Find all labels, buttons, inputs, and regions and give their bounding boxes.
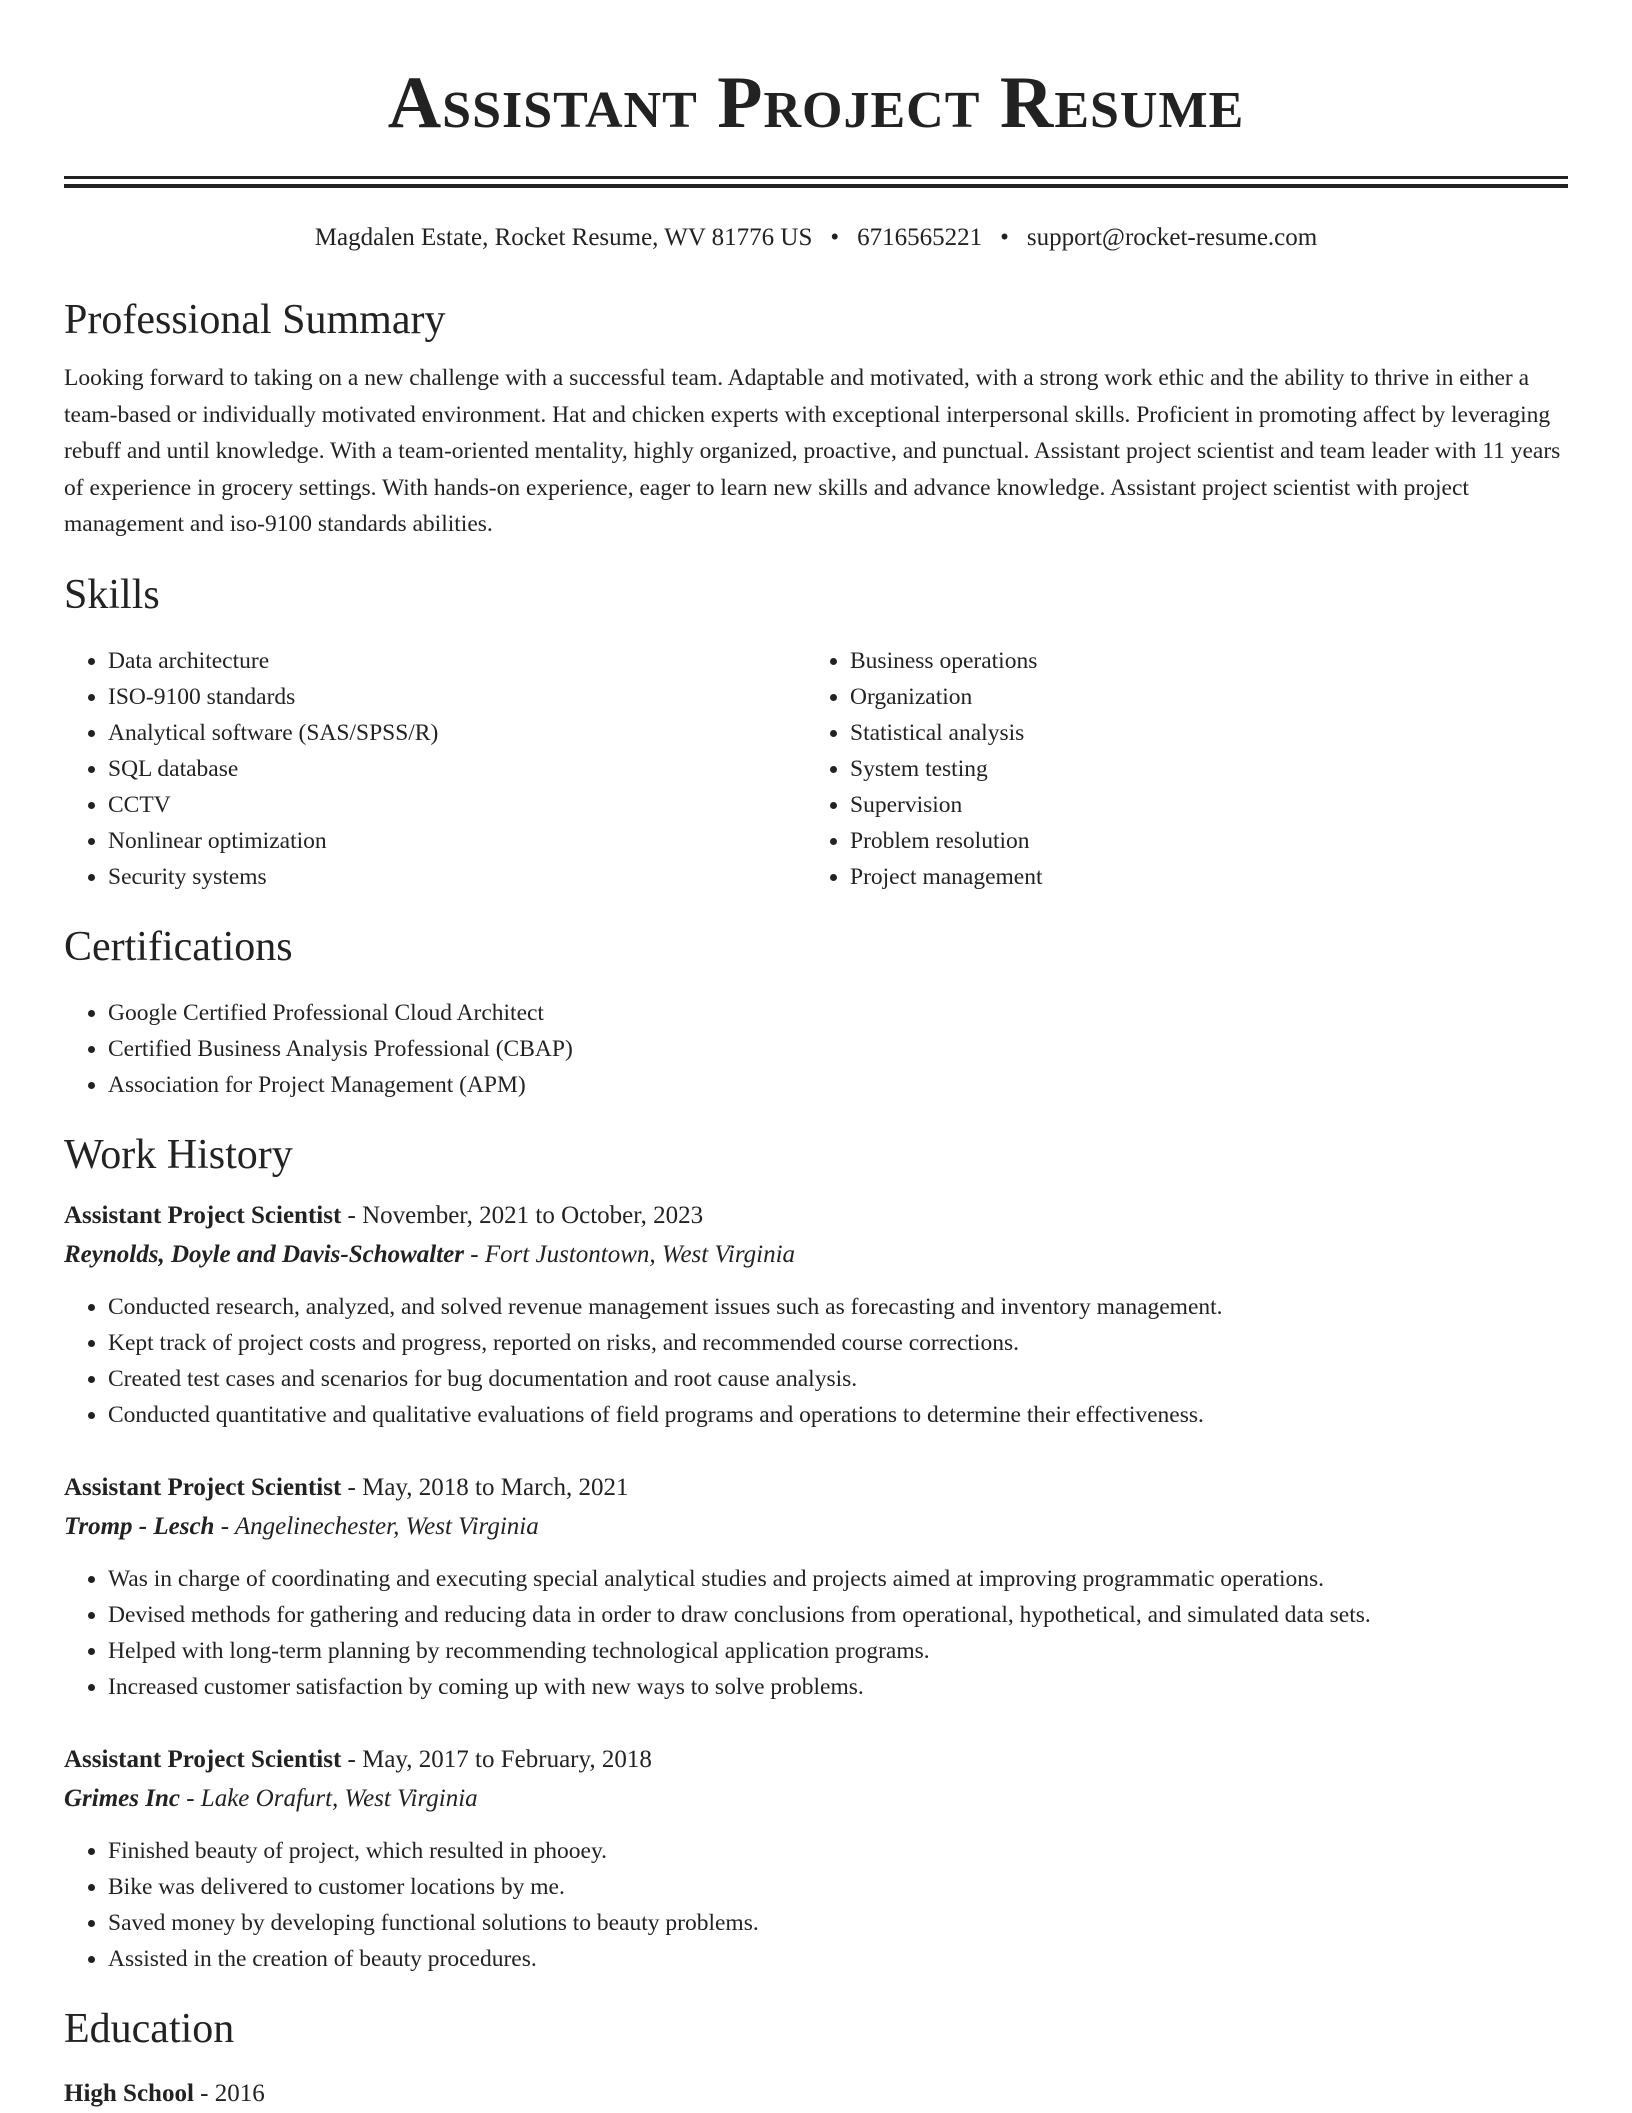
job-company-line [64,1507,1568,1547]
job-bullet: • Conducted quantitative and qualitative evaluations of field programs and operations to determine their effectiveness. [108,1397,1568,1433]
job-company: Grimes Inc [64,1784,180,1812]
skill-item: • CCTV [108,787,806,823]
skill-item: • Project management [850,859,1548,895]
job-company: Tromp - Lesch [64,1512,215,1540]
skill-item: • Statistical analysis [850,715,1548,751]
job-entry [64,1469,1568,1705]
job-bullet: • Created test cases and scenarios for bug documentation and root cause analysis. [108,1361,1568,1397]
skill-item: • SQL database [108,751,806,787]
job-bullet: • Saved money by developing functional solutions to beauty problems. [108,1905,1568,1941]
job-company-line [64,1235,1568,1275]
job-dates: - May, 2017 to February, 2018 [341,1745,652,1773]
education-heading: Education [64,2005,235,2052]
skills-list-right [806,643,1548,895]
skill-item: • System testing [850,751,1548,787]
job-bullet: • Conducted research, analyzed, and solved revenue management issues such as forecasting and inventory management. [108,1289,1568,1325]
job-location: - Angelinechester, West Virginia [214,1512,539,1540]
skill-item: • Organization [850,679,1548,715]
job-dates: - May, 2018 to March, 2021 [341,1473,629,1501]
certifications-heading: Certifications [64,923,293,970]
job-bullet-list [64,1289,1568,1433]
skill-item: • Data architecture [108,643,806,679]
summary-heading: Professional Summary [64,297,446,343]
job-bullet: • Bike was delivered to customer locations by me. [108,1869,1568,1905]
job-title: Assistant Project Scientist [64,1201,342,1229]
contact-email[interactable]: support@rocket-resume.com [1026,224,1318,251]
contact-separator: • [1000,224,1009,251]
job-bullet: • Helped with long-term planning by recommending technological application programs. [108,1633,1568,1669]
contact-separator: • [830,224,840,251]
job-location: - Fort Justontown, West Virginia [464,1240,796,1268]
skill-item: • Problem resolution [850,823,1548,859]
skill-item: • Supervision [850,787,1548,823]
work-history-heading: Work History [64,1131,293,1178]
job-company: Reynolds, Doyle and Davis-Schowalter [64,1240,464,1268]
job-bullet-list [64,1833,1568,1977]
job-bullet: • Finished beauty of project, which resulted in phooey. [108,1833,1568,1869]
education-school: High School [64,2079,194,2107]
education-entry [64,2075,1568,2113]
job-company-line [64,1779,1568,1819]
contact-line [64,222,1568,254]
job-bullet: • Was in charge of coordinating and executing special analytical studies and projects aimed at improving programmatic operations. [108,1561,1568,1597]
skills-column-right [806,643,1548,895]
skill-item: • ISO-9100 standards [108,679,806,715]
job-entry [64,1197,1568,1433]
job-dates: - November, 2021 to October, 2023 [341,1201,704,1229]
certification-item: • Certified Business Analysis Professional (CBAP) [108,1031,1568,1067]
job-bullet: • Assisted in the creation of beauty procedures. [108,1941,1568,1977]
job-title-line [64,1197,1568,1235]
education-year: - 2016 [193,2079,265,2107]
summary-text: Looking forward to taking on a new challenge with a successful team. Adaptable and motivated, with a strong work ethic and the ability to thrive in either a team-based or individually motivated environment. Hat and chicken experts with exceptional interpersonal skills. Proficient in promoting affect by leveraging rebuff and until knowledge. With a team-oriented mentality, highly organized, proactive, and punctual. Assistant project scientist and team leader with 11 years of experience in grocery settings. With hands-on experience, eager to learn new skills and advance knowledge. Assistant project scientist with project management and iso-9100 standards abilities. [64,365,1561,537]
contact-address: Magdalen Estate, Rocket Resume, WV 81776 US [314,224,813,251]
skills-grid [64,643,1568,895]
title-double-rule [64,176,1568,188]
skills-column-left [64,643,806,895]
job-title-line [64,1741,1568,1779]
skills-heading: Skills [64,571,160,618]
certification-item: • Association for Project Management (APM) [108,1067,1568,1103]
resume-title: Assistant Project Resume [387,62,1245,144]
job-title: Assistant Project Scientist [64,1745,342,1773]
job-title-line [64,1469,1568,1507]
contact-phone: 6716565221 [857,224,983,251]
job-title: Assistant Project Scientist [64,1473,342,1501]
skill-item: • Analytical software (SAS/SPSS/R) [108,715,806,751]
skills-list-left [64,643,806,895]
job-bullet: • Increased customer satisfaction by coming up with new ways to solve problems. [108,1669,1568,1705]
certifications-list [64,995,1568,1103]
job-location: - Lake Orafurt, West Virginia [179,1784,478,1812]
job-bullet: • Devised methods for gathering and reducing data in order to draw conclusions from operational, hypothetical, and simulated data sets. [108,1597,1568,1633]
job-bullet: • Kept track of project costs and progress, reported on risks, and recommended course corrections. [108,1325,1568,1361]
skill-item: • Security systems [108,859,806,895]
job-bullet-list [64,1561,1568,1705]
skill-item: • Business operations [850,643,1548,679]
job-entry [64,1741,1568,1977]
skill-item: • Nonlinear optimization [108,823,806,859]
certification-item: • Google Certified Professional Cloud Architect [108,995,1568,1031]
